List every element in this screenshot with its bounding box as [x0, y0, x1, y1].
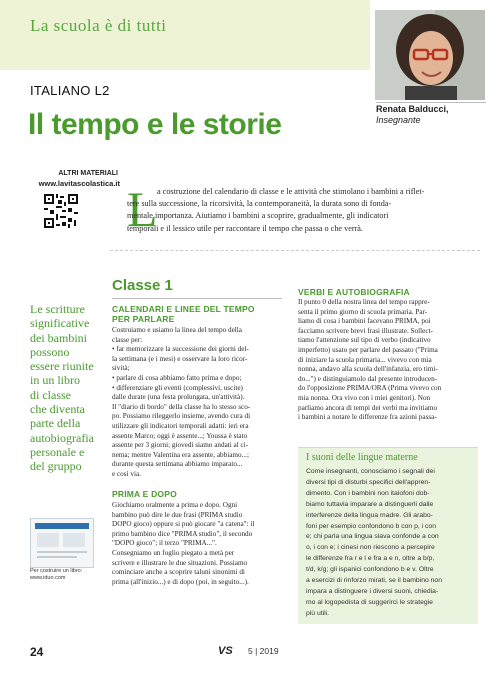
body-line: • parlare di cosa abbiamo fatto prima e dopo; — [112, 373, 242, 382]
section-body — [298, 298, 476, 423]
intro-line: a costruzione del calendario di classe e le attività che stimolano i bambini a riflet- — [157, 187, 425, 196]
body-line: nonna, andavo alla scuola dell'infanzia, ero timi- — [298, 365, 438, 374]
body-line: i bambini a notare le differenze fra azioni passa- — [298, 413, 437, 422]
book-caption — [30, 568, 82, 582]
body-line: parliamo ancora di tempi dei verbi ma invitiamo — [298, 403, 438, 412]
intro-line: temporali e il lessico utile per raccontare il tempo che passa o che verrà. — [127, 223, 363, 233]
body-line: imperfetto) usato per parlare del passato ("Prima — [298, 345, 438, 354]
info-box-text — [306, 467, 474, 620]
body-line: • differenziare gli eventi (complessivi, uscite) — [112, 383, 243, 392]
body-line: bambino può dire le due frasi (PRIMA studio — [112, 510, 243, 519]
body-line: Costruiamo e usiamo la linea del tempo della — [112, 326, 242, 334]
box-line: mo al logopedista di suggerirci le strategie — [306, 598, 433, 606]
qr-code-icon[interactable] — [44, 194, 78, 228]
box-line: e; chi parla una lingua slava confonde a con — [306, 533, 439, 541]
pull-quote-line: del gruppo — [30, 459, 82, 474]
body-line: "DOPO gioco"; il terzo "PRIMA...". — [112, 539, 217, 548]
box-line: t/d, k/g; gli ispanici confondono b e v. Oltre — [306, 566, 434, 574]
body-line: do...") e distinguiamolo dal presente introducen- — [298, 374, 438, 383]
pull-quote-line: autobiografia — [30, 430, 94, 445]
section-heading-line: CALENDARI E LINEE DEL TEMPO — [112, 304, 255, 314]
divider — [110, 250, 480, 251]
info-box-title: I suoni delle lingue materne — [306, 452, 418, 463]
author-role: Insegnante — [376, 115, 421, 125]
body-line: • far memorizzare la successione dei giorni del- — [112, 345, 249, 354]
body-line: do l'opposizione PRIMA/ORA (Prima vivevo con — [298, 384, 442, 393]
author-divider — [376, 102, 486, 103]
body-line: cominciare anche a scoprire taluni sinonimi di — [112, 568, 245, 577]
body-line: scrivere e illustrare le due situazioni. Possiamo — [112, 558, 248, 567]
box-line: foni per esempio confondono b con p, i con — [306, 522, 436, 530]
body-line: utilizzare gli indicatori temporali adatti: ieri era — [112, 421, 249, 430]
box-line: biamo tuttavia imparare a distinguerli dalle — [306, 500, 434, 508]
intro-line: tere sulla successione, la ricorsività, la contemporaneità, la durata sono di fonda- — [127, 199, 392, 209]
section-body — [112, 501, 282, 587]
pull-quote-line: significative — [30, 316, 90, 331]
body-line: di iniziare la scuola primaria... vivevo con mia — [298, 355, 432, 364]
body-line: Il punto 0 della nostra linea del tempo rappre- — [298, 298, 430, 306]
body-line: classe per: — [112, 335, 143, 344]
box-line: diversi tipi di disturbi specifici dell'appren- — [306, 478, 431, 486]
subject-label: ITALIANO L2 — [30, 83, 110, 98]
pull-quote-line: che diventa — [30, 402, 85, 417]
section-heading — [112, 304, 282, 324]
box-line: a esercizi di rinforzo mirati, se il bambino non — [306, 577, 442, 585]
body-line: liamo di cosa i bambini facevano PRIMA, poi — [298, 317, 431, 326]
drop-cap: L — [127, 181, 158, 237]
body-line: mia nonna. Ora vivo con i miei genitori). Non — [298, 393, 431, 402]
book-cover-image — [30, 518, 94, 568]
body-line: assente per 3 giorni; giovedì siamo andati al ci- — [112, 441, 249, 450]
pull-quote-line: in un libro — [30, 373, 80, 388]
body-line: senta il primo giorno di scuola primaria. Par- — [298, 307, 428, 316]
intro-paragraph — [127, 186, 477, 235]
box-line: le differenze fra r e l e fra a e n, oltre a b/p, — [306, 555, 435, 563]
body-line: assente Marco; oggi è assente...; Youssa è stato — [112, 431, 248, 440]
materials-label: ALTRI MATERIALI — [58, 170, 118, 177]
section-title: La scuola è di tutti — [30, 16, 167, 35]
pull-quote-line: essere riunite — [30, 359, 94, 374]
body-line: Giochiamo oralmente a prima e dopo. Ogni — [112, 501, 238, 509]
pull-quote-line: di classe — [30, 387, 71, 402]
author-photo — [375, 10, 485, 100]
body-line: DOPO gioco) oppure si può giocare "a catena": il — [112, 520, 255, 529]
section-heading-line: PER PARLARE — [112, 314, 175, 324]
book-caption-line: Per costruire un libro: — [30, 568, 83, 574]
pull-quote-line: personale e — [30, 444, 85, 459]
body-line: po. Possiamo rileggerlo insieme, avendo cura di — [112, 412, 251, 421]
class-divider — [112, 298, 282, 299]
intro-line: mentale importanza. Aiutiamo i bambini a scoprire, gradualmente, gli indicatori — [127, 211, 389, 221]
body-line: durante questa settimana abbiamo imparato... — [112, 460, 243, 469]
body-line: Consegniamo un foglio piegato a metà per — [112, 548, 235, 557]
box-line: Come insegnanti, conosciamo i segnali dei — [306, 468, 435, 475]
book-caption-link[interactable]: www.iduo.com — [30, 575, 66, 581]
box-line: più utili. — [306, 609, 330, 617]
page-number: 24 — [30, 645, 44, 659]
class-heading: Classe 1 — [112, 277, 173, 294]
pull-quote-line: possono — [30, 344, 70, 359]
pull-quote-line: dei bambini — [30, 330, 87, 345]
body-line: facciamo scrivere brevi frasi illustrate. Sollect- — [298, 326, 433, 335]
box-line: o, i con e; i cinesi non riescono a percepire — [306, 544, 435, 552]
body-line: la settimana (e i mesi) e osservare la loro ricor- — [112, 354, 248, 363]
body-line: primo bambino dice "PRIMA studio", il secondo — [112, 529, 253, 538]
body-line: nema; mentre Valentina era assente, abbiamo...; — [112, 450, 249, 459]
box-line: dimento. Con i bambini non italofoni dob- — [306, 489, 430, 497]
author-name: Renata Balducci, — [376, 104, 449, 114]
body-line: sività; — [112, 364, 130, 373]
body-line: dalle durate (una festa prolungata, un'attività). — [112, 393, 245, 402]
pull-quote-line: parte della — [30, 416, 81, 431]
body-line: prima (all'inizio...) e di dopo (poi, in seguito...). — [112, 577, 249, 586]
section-body — [112, 326, 282, 480]
section-heading: PRIMA E DOPO — [112, 489, 177, 499]
materials-website-link[interactable]: www.lavitascolastica.it — [38, 179, 120, 188]
magazine-logo: VS — [218, 645, 233, 657]
box-line: interferenze della lingua madre. Gli arabo- — [306, 511, 433, 519]
body-line: tiamo l'attenzione sul tipo di verbo (indicativo — [298, 336, 431, 345]
section-heading: VERBI E AUTOBIOGRAFIA — [298, 287, 410, 297]
body-line: Il "diario di bordo" della classe ha lo stesso sco- — [112, 402, 251, 411]
pull-quote-line: Le scritture — [30, 302, 85, 316]
box-line: impara a distinguere i diversi suoni, chiedia- — [306, 587, 439, 595]
issue-label: 5 | 2019 — [248, 646, 279, 656]
article-title: Il tempo e le storie — [28, 108, 282, 141]
body-line: e così via. — [112, 469, 141, 478]
pull-quote — [30, 302, 105, 474]
